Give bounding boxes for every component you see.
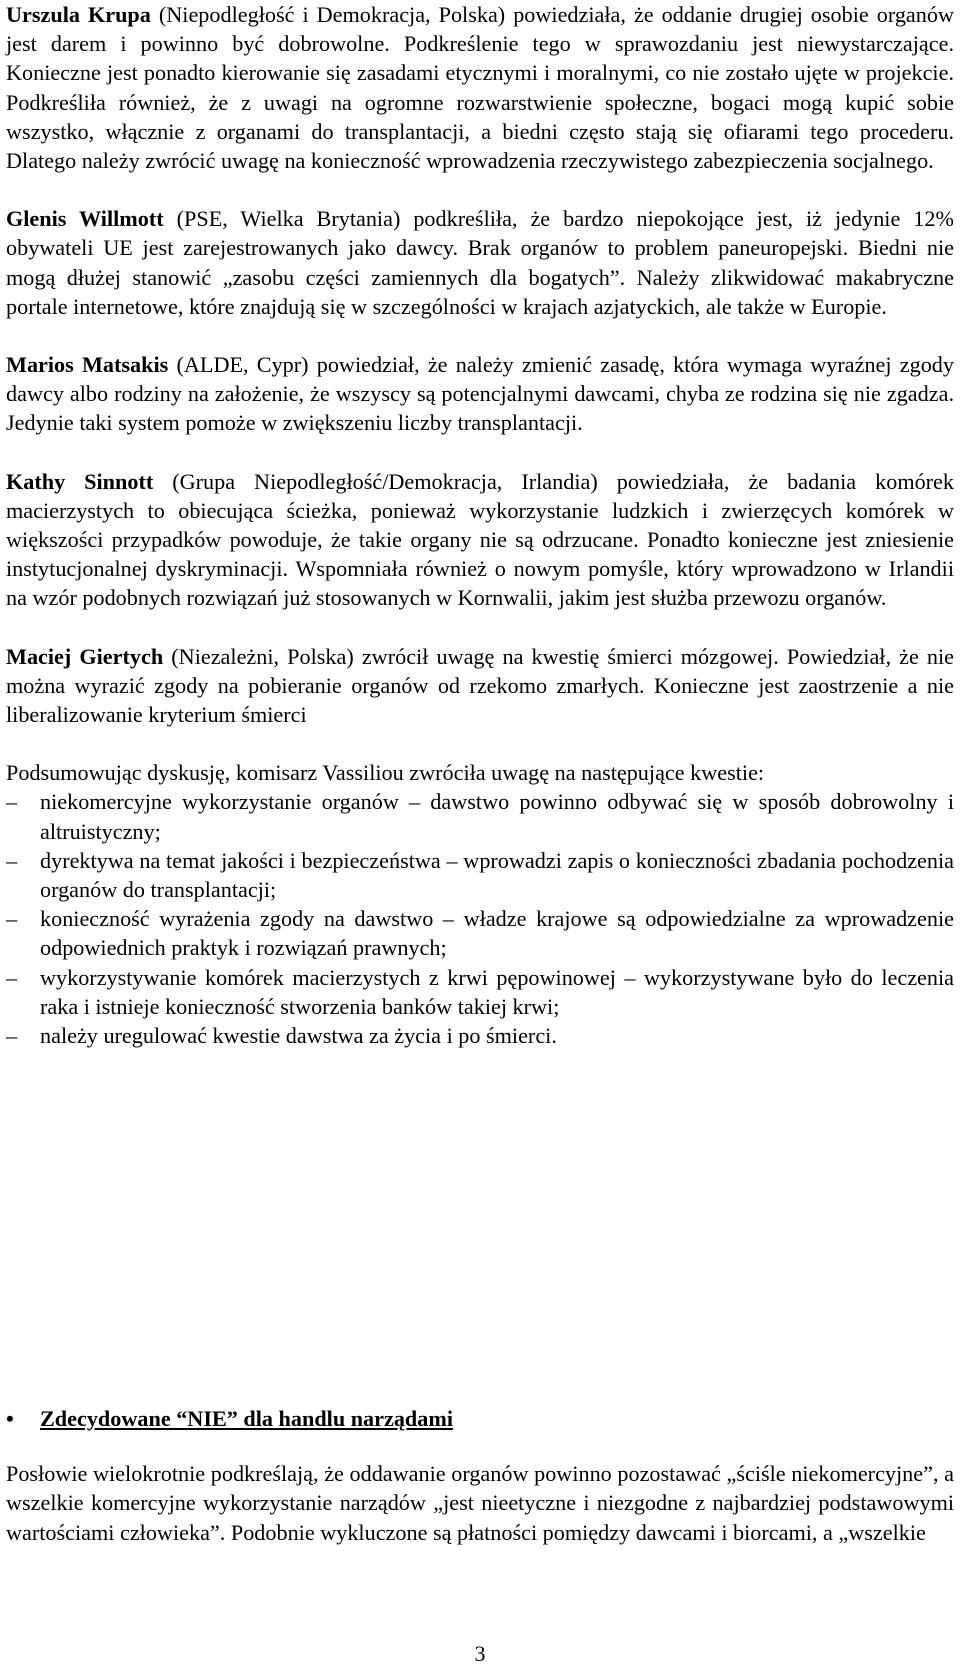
bullet-icon: •: [6, 1406, 14, 1431]
document-body: [6, 0, 954, 1050]
list-item-text: konieczność wyrażenia zgody na dawstwo – władze krajowe są odpowiedzialne za wprowadzenie odpowiednich praktyk i rozwiązań prawnych;: [40, 906, 954, 961]
summary-list: [6, 787, 954, 1050]
paragraph-giertych: [6, 642, 954, 730]
dash-marker: –: [6, 789, 18, 815]
paragraph-text: (Grupa Niepodległość/Demokracja, Irlandia) powiedziała, że badania komórek macierzystych to obiecująca ścieżka, ponieważ wykorzystanie ludzkich i zwierzęcych komórek w większości przypadków powoduje, że takie organy nie są odrzucane. Ponadto konieczne jest zniesienie instytucjonalnej dyskryminacji. Wspomniała również o nowym pomyśle, który wprowadzono w Irlandii na wzór podobnych rozwiązań już stosowanych w Kornwalii, jakim jest służba przewozu organów.: [6, 468, 954, 611]
section-paragraph: Posłowie wielokrotnie podkreślają, że oddawanie organów powinno pozostawać „ściśle niekomercyjne”, a wszelkie komercyjne wykorzystanie narządów „jest nieetyczne i niezgodne z najbardziej podstawowymi wartościami człowieka”. Podobnie wykluczone są płatności pomiędzy dawcami i biorcami, a „wszelkie: [6, 1461, 954, 1545]
dash-marker: –: [6, 906, 18, 932]
dash-marker: –: [6, 964, 18, 990]
list-item: [6, 846, 954, 904]
list-item: [6, 1021, 954, 1050]
paragraph-text: (PSE, Wielka Brytania) podkreśliła, że bardzo niepokojące jest, iż jedynie 12% obywateli UE jest zarejestrowanych jako dawcy. Brak organów to problem paneuropejski. Biedni nie mogą dłużej stanowić „zasobu części zamiennych dla bogatych”. Należy zlikwidować makabryczne portale internetowe, które znajdują się w szczególności w krajach azjatyckich, ale także w Europie.: [6, 206, 954, 319]
speaker-name: Maciej Giertych: [6, 643, 164, 669]
speaker-name: Urszula Krupa: [6, 2, 151, 27]
paragraph-text: (Niepodległość i Demokracja, Polska) powiedziała, że oddanie drugiej osobie organów jest darem i powinno być dobrowolne. Podkreślenie tego w sprawozdaniu jest niewystarczające. Konieczne jest ponadto kierowanie się zasadami etycznymi i moralnymi, co nie zostało ujęte w projekcie. Podkreśliła również, że z uwagi na ogromne rozwarstwienie społeczne, bogaci mogą kupić sobie wszystko, włącznie z organami do transplantacji, a biedni często stają się ofiarami tego procederu. Dlatego należy zwrócić uwagę na konieczność wprowadzenia rzeczywistego zabezpieczenia socjalnego.: [6, 2, 954, 174]
paragraph-text: (ALDE, Cypr) powiedział, że należy zmienić zasadę, która wymaga wyraźnej zgody dawcy albo rodziny na założenie, że wszyscy są potencjalnymi dawcami, chyba ze rodzina się nie zgadza. Jedynie taki system pomoże w zwiększeniu liczby transplantacji.: [6, 352, 954, 436]
list-item-text: dyrektywa na temat jakości i bezpieczeństwa – wprowadzi zapis o konieczności zbadania pochodzenia organów do transplantacji;: [40, 847, 954, 903]
list-item-text: niekomercyjne wykorzystanie organów – dawstwo powinno odbywać się w sposób dobrowolny i altruistyczny;: [40, 789, 954, 844]
dash-marker: –: [6, 847, 18, 873]
paragraph-krupa: [6, 0, 954, 175]
dash-marker: –: [6, 1023, 18, 1049]
paragraph-text: (Niezależni, Polska) zwrócił uwagę na kwestię śmierci mózgowej. Powiedział, że nie można wyrazić zgody na pobieranie organów od rzekomo zmarłych. Konieczne jest zaostrzenie a nie liberalizowanie kryterium śmierci: [6, 643, 955, 728]
section-heading-text: Zdecydowane “NIE” dla handlu narządami: [40, 1406, 454, 1431]
page-number: 3: [474, 1641, 486, 1666]
speaker-name: Marios Matsakis: [6, 352, 169, 378]
paragraph-matsakis: [6, 350, 954, 438]
list-item-text: wykorzystywanie komórek macierzystych z krwi pępowinowej – wykorzystywane było do leczenia raka i istnieje konieczność stworzenia banków takiej krwi;: [40, 964, 954, 1019]
list-item-text: należy uregulować kwestie dawstwa za życia i po śmierci.: [40, 1023, 557, 1049]
speaker-name: Kathy Sinnott: [6, 468, 154, 494]
list-item: [6, 904, 954, 962]
speaker-name: Glenis Willmott: [6, 206, 164, 232]
list-item: [6, 963, 954, 1021]
paragraph-willmott: [6, 204, 954, 321]
summary-intro: Podsumowując dyskusję, komisarz Vassiliou zwróciła uwagę na następujące kwestie:: [6, 760, 765, 786]
list-item: [6, 787, 954, 845]
paragraph-sinnott: [6, 467, 954, 613]
